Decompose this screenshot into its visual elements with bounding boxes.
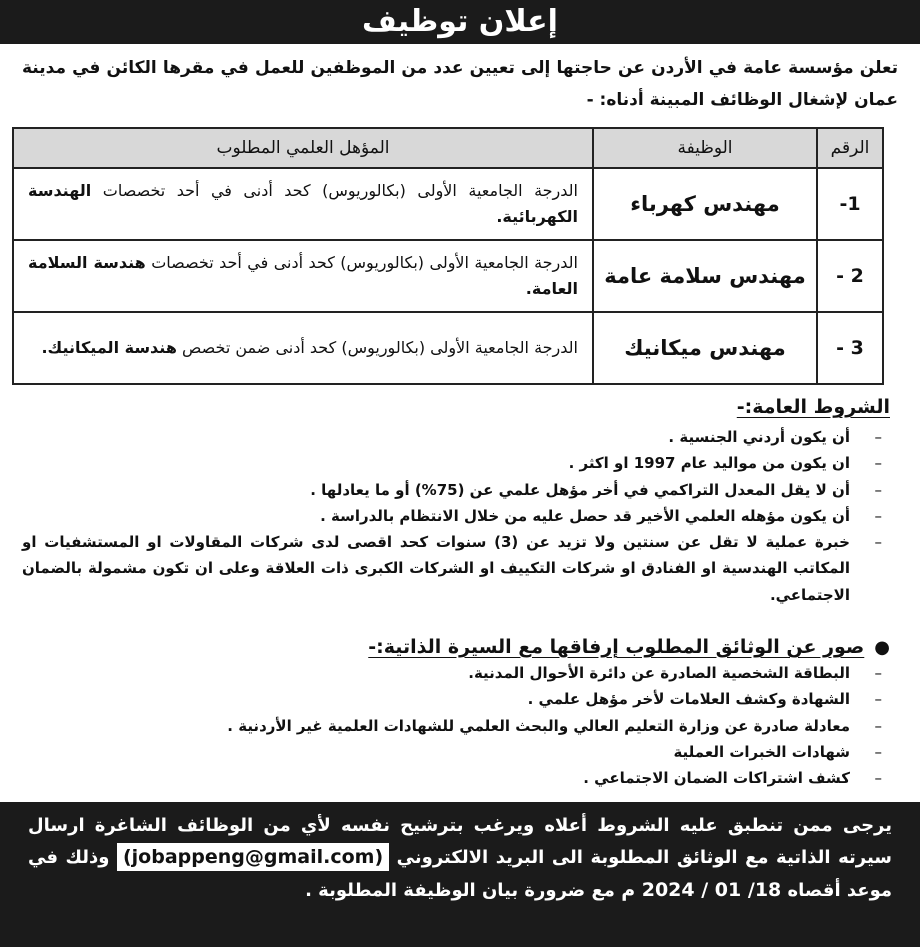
list-item: – الشهادة وكشف العلامات لأخر مؤهل علمي . xyxy=(22,686,890,712)
required-documents-title: صور عن الوثائق المطلوب إرفاقها مع السيرة الذاتية:- xyxy=(368,636,865,658)
list-item: – أن لا يقل المعدل التراكمي في أخر مؤهل علمي عن (75%) أو ما يعادلها . xyxy=(22,477,890,503)
general-conditions xyxy=(22,396,890,608)
instructions-end: مع ضرورة بيان الوظيفة المطلوبة . xyxy=(305,880,622,901)
header-number: الرقم xyxy=(817,128,883,168)
deadline-label: وذلك في موعد أقصاه xyxy=(28,847,892,901)
general-conditions-list xyxy=(22,424,890,608)
required-documents-list xyxy=(22,660,890,791)
job-number: 1- xyxy=(817,168,883,240)
list-item: – أن يكون أردني الجنسية . xyxy=(22,424,890,450)
intro-paragraph: تعلن مؤسسة عامة في الأردن عن حاجتها إلى تعيين عدد من الموظفين للعمل في مقرها الكائن في مدينة عمان لإشغال الوظائف المبينة أدناه: - xyxy=(22,58,898,110)
job-qualification: الدرجة الجامعية الأولى (بكالوريوس) كحد أدنى ضمن تخصص هندسة الميكانيك. xyxy=(13,312,593,384)
table-row xyxy=(13,240,883,312)
table-row xyxy=(13,312,883,384)
list-item: – أن يكون مؤهله العلمي الأخير قد حصل عليه من خلال الانتظام بالدراسة . xyxy=(22,503,890,529)
announcement-banner xyxy=(0,0,920,44)
header-qualification: المؤهل العلمي المطلوب xyxy=(13,128,593,168)
job-qualification: الدرجة الجامعية الأولى (بكالوريوس) كحد أدنى في أحد تخصصات الهندسة الكهربائية. xyxy=(13,168,593,240)
jobs-table-header xyxy=(13,128,883,168)
job-title: مهندس ميكانيك xyxy=(593,312,817,384)
announcement-title: إعلان توظيف xyxy=(362,4,558,39)
application-instructions xyxy=(0,802,920,947)
jobs-table xyxy=(12,127,884,385)
job-title: مهندس كهرباء xyxy=(593,168,817,240)
required-documents xyxy=(22,636,890,791)
list-item: – شهادات الخبرات العملية xyxy=(22,739,890,765)
list-item: – كشف اشتراكات الضمان الاجتماعي . xyxy=(22,765,890,791)
required-documents-heading xyxy=(22,636,890,658)
deadline-date: 18/ 01 / 2024 م xyxy=(621,879,782,901)
general-conditions-title: الشروط العامة:- xyxy=(736,396,890,418)
job-qualification: الدرجة الجامعية الأولى (بكالوريوس) كحد أدنى في أحد تخصصات هندسة السلامة العامة. xyxy=(13,240,593,312)
list-item: – معادلة صادرة عن وزارة التعليم العالي والبحث العلمي للشهادات العلمية غير الأردنية . xyxy=(22,713,890,739)
contact-email[interactable]: (jobappeng@gmail.com) xyxy=(117,843,389,871)
job-number: 2 - xyxy=(817,240,883,312)
list-item: – ان يكون من مواليد عام 1997 او اكثر . xyxy=(22,450,890,476)
job-number: 3 - xyxy=(817,312,883,384)
job-title: مهندس سلامة عامة xyxy=(593,240,817,312)
list-item: – البطاقة الشخصية الصادرة عن دائرة الأحوال المدنية. xyxy=(22,660,890,686)
list-item: – خبرة عملية لا تقل عن سنتين ولا تزيد عن (3) سنوات كحد اقصى لدى شركات المقاولات او المستشفيات او المكاتب الهندسية او الفنادق او شركات التكييف او الشركات الكبرى ذات العلاقة وعلى ان تكون مشمولة بالضمان الاجتماعي. xyxy=(22,529,890,608)
table-row xyxy=(13,168,883,240)
header-job: الوظيفة xyxy=(593,128,817,168)
instructions-text: يرجى ممن تنطبق عليه الشروط أعلاه ويرغب بترشيح نفسه لأي من الوظائف الشاغرة ارسال سيرته الذاتية مع الوثائق المطلوبة الى البريد الالكتروني xyxy=(28,815,892,868)
bullet-icon: ● xyxy=(874,636,890,658)
